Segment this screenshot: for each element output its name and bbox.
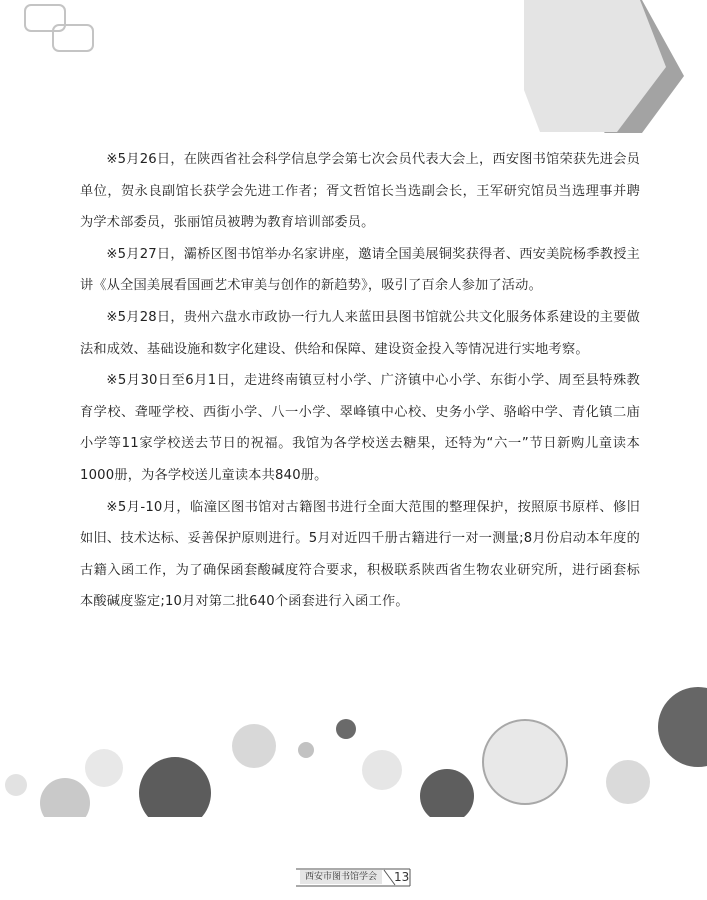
paragraph-may-26: ※5月26日，在陕西省社会科学信息学会第七次会员代表大会上，西安图书馆荣获先进会员单位，贺永良副馆长获学会先进工作者；胥文哲馆长当选副会长，王军研究馆员当选理事并聘为学术部委员，张丽馆员被聘为教育培训部委员。 <box>80 152 640 231</box>
corner-squares-icon <box>25 5 93 51</box>
page-number: 13 <box>394 870 410 884</box>
paragraph-may-27: ※5月27日，灞桥区图书馆举办名家讲座，邀请全国美展铜奖获得者、西安美院杨季教授主讲《从全国美展看国画艺术审美与创作的新趋势》，吸引了百余人参加了活动。 <box>80 246 640 294</box>
circle-decoration <box>5 687 707 829</box>
hexagon-decoration <box>524 0 684 138</box>
paragraph-may-30: ※5月30日至6月1日，走进终南镇豆村小学、广济镇中心小学、东街小学、周至县特殊教育学校、聋哑学校、西街小学、八一小学、翠峰镇中心校、史务小学、骆峪中学、青化镇二庙小学等11家学校送去节日的祝福。我馆为各学校送去糖果，还特为“六一”节日新购儿童读本1000册，为各学校送儿童读本共840册。 <box>80 373 640 483</box>
footer-org-name: 西安市图书馆学会 <box>300 870 382 884</box>
paragraph-may-oct: ※5月-10月，临潼区图书馆对古籍图书进行全面大范围的整理保护，按照原书原样、修旧如旧、技术达标、妥善保护原则进行。5月对近四千册古籍进行一对一测量;8月份启动本年度的古籍入函工作，为了确保函套酸碱度符合要求，积极联系陕西省生物农业研究所，进行函套标本酸碱度鉴定;10月对第二批640个函套进行入函工作。 <box>80 499 640 610</box>
paragraph-may-28: ※5月28日，贵州六盘水市政协一行九人来蓝田县图书馆就公共文化服务体系建设的主要做法和成效、基础设施和数字化建设、供给和保障、建设资金投入等情况进行实地考察。 <box>80 309 640 357</box>
body-text <box>80 144 640 618</box>
